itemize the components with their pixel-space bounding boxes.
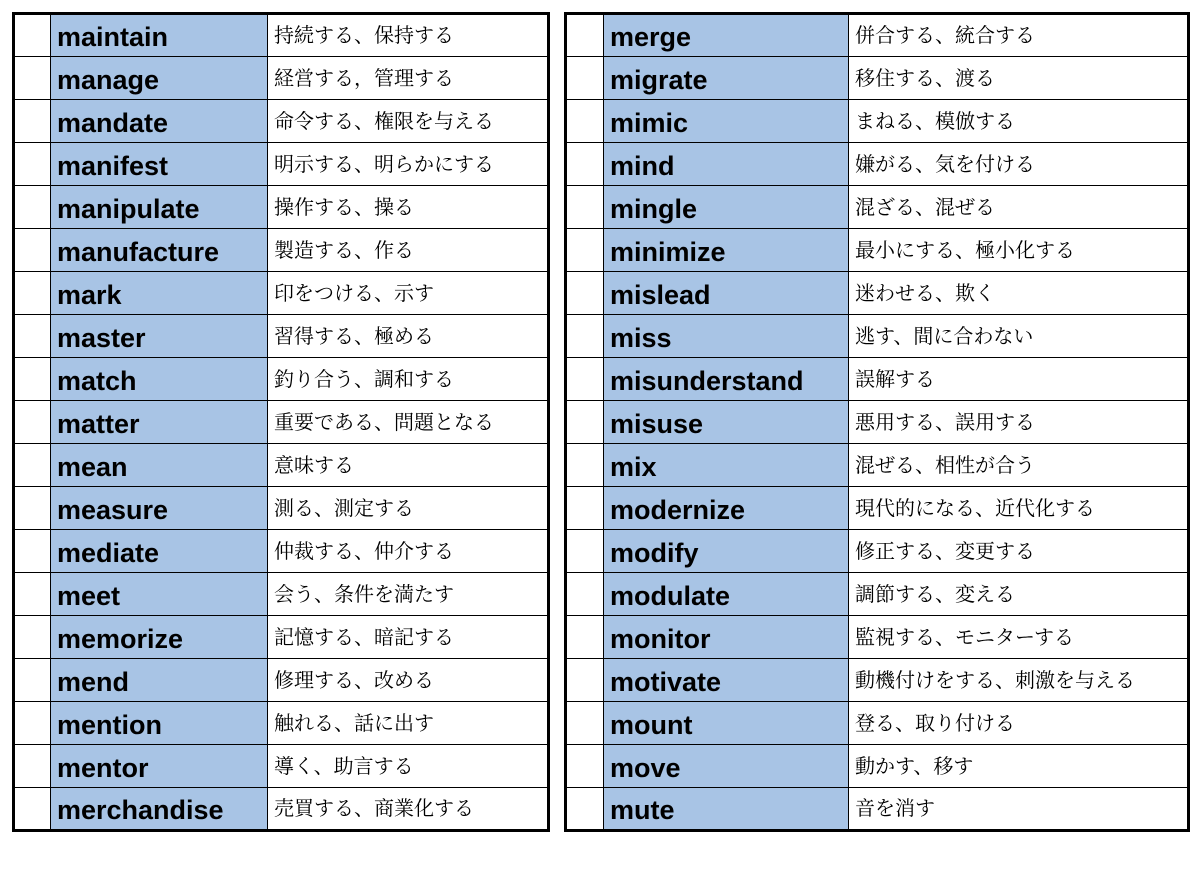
table-row bbox=[566, 401, 1189, 444]
word-text: mimic bbox=[610, 107, 689, 138]
meaning-text: 重要である、問題となる bbox=[274, 409, 494, 434]
word-text: move bbox=[610, 752, 681, 783]
meaning-cell bbox=[268, 272, 549, 315]
word-text: miss bbox=[610, 322, 672, 353]
table-row bbox=[566, 186, 1189, 229]
meaning-cell bbox=[268, 401, 549, 444]
word-cell bbox=[51, 401, 268, 444]
meaning-text: 音を消す bbox=[855, 796, 935, 820]
checkbox-cell[interactable] bbox=[14, 487, 51, 530]
word-text: manage bbox=[57, 64, 160, 95]
meaning-text: 嫌がる、気を付ける bbox=[855, 151, 1035, 176]
checkbox-cell[interactable] bbox=[566, 57, 604, 100]
word-cell bbox=[51, 143, 268, 186]
word-text: matter bbox=[57, 408, 140, 439]
meaning-text: 経営する，管理する bbox=[274, 65, 454, 90]
word-text: motivate bbox=[610, 666, 722, 697]
word-cell bbox=[604, 315, 849, 358]
meaning-cell bbox=[849, 229, 1189, 272]
word-text: merchandise bbox=[57, 795, 224, 825]
word-text: mark bbox=[57, 279, 122, 310]
checkbox-cell[interactable] bbox=[14, 616, 51, 659]
table-row bbox=[566, 487, 1189, 530]
word-text: measure bbox=[57, 494, 169, 525]
word-cell bbox=[604, 702, 849, 745]
checkbox-cell[interactable] bbox=[566, 702, 604, 745]
table-row bbox=[14, 401, 549, 444]
checkbox-cell[interactable] bbox=[566, 272, 604, 315]
word-cell bbox=[51, 745, 268, 788]
table-row bbox=[14, 358, 549, 401]
meaning-cell bbox=[849, 573, 1189, 616]
checkbox-cell[interactable] bbox=[14, 788, 51, 831]
table-row bbox=[566, 57, 1189, 100]
table-row bbox=[14, 487, 549, 530]
meaning-cell bbox=[849, 745, 1189, 788]
checkbox-cell[interactable] bbox=[566, 616, 604, 659]
word-cell bbox=[51, 616, 268, 659]
table-row bbox=[14, 57, 549, 100]
meaning-cell bbox=[268, 315, 549, 358]
word-text: mislead bbox=[610, 279, 711, 310]
checkbox-cell[interactable] bbox=[566, 186, 604, 229]
meaning-cell bbox=[268, 659, 549, 702]
meaning-cell bbox=[268, 788, 549, 831]
word-cell bbox=[604, 186, 849, 229]
table-row bbox=[566, 573, 1189, 616]
table-row bbox=[566, 444, 1189, 487]
meaning-text: 操作する、操る bbox=[274, 194, 414, 219]
table-row bbox=[566, 315, 1189, 358]
meaning-cell bbox=[268, 745, 549, 788]
table-row bbox=[14, 530, 549, 573]
meaning-text: 明示する、明らかにする bbox=[274, 151, 494, 176]
word-text: mandate bbox=[57, 107, 169, 138]
word-cell bbox=[51, 702, 268, 745]
word-text: manifest bbox=[57, 150, 169, 181]
meaning-text: 釣り合う、調和する bbox=[274, 366, 454, 391]
table-row bbox=[14, 229, 549, 272]
table-row bbox=[14, 702, 549, 745]
table-row bbox=[14, 272, 549, 315]
meaning-text: 仲裁する、仲介する bbox=[274, 538, 454, 563]
word-text: mix bbox=[610, 451, 657, 482]
table-row bbox=[14, 573, 549, 616]
meaning-cell bbox=[849, 487, 1189, 530]
word-cell bbox=[51, 487, 268, 530]
checkbox-cell[interactable] bbox=[566, 444, 604, 487]
checkbox-cell[interactable] bbox=[14, 315, 51, 358]
meaning-cell bbox=[849, 100, 1189, 143]
word-cell bbox=[604, 444, 849, 487]
meaning-cell bbox=[268, 229, 549, 272]
word-text: mediate bbox=[57, 537, 160, 568]
meaning-cell bbox=[849, 788, 1189, 831]
checkbox-cell[interactable] bbox=[14, 143, 51, 186]
table-row bbox=[566, 272, 1189, 315]
meaning-text: 混ぜる、相性が合う bbox=[855, 452, 1035, 477]
word-cell bbox=[604, 573, 849, 616]
word-cell bbox=[604, 487, 849, 530]
checkbox-cell[interactable] bbox=[14, 573, 51, 616]
table-row bbox=[566, 616, 1189, 659]
word-cell bbox=[51, 358, 268, 401]
meaning-text: 混ざる、混ぜる bbox=[855, 194, 995, 219]
meaning-cell bbox=[268, 702, 549, 745]
word-text: master bbox=[57, 322, 146, 353]
table-row bbox=[14, 315, 549, 358]
word-cell bbox=[604, 14, 849, 57]
checkbox-cell[interactable] bbox=[14, 702, 51, 745]
word-text: maintain bbox=[57, 22, 169, 52]
checkbox-cell[interactable] bbox=[14, 358, 51, 401]
meaning-text: 動機付けをする、刺激を与える bbox=[855, 667, 1135, 692]
meaning-cell bbox=[849, 530, 1189, 573]
word-text: misuse bbox=[610, 408, 704, 439]
table-row bbox=[14, 659, 549, 702]
table-row bbox=[14, 186, 549, 229]
table-row bbox=[566, 702, 1189, 745]
vocab-table-right bbox=[564, 12, 1190, 832]
word-text: mean bbox=[57, 451, 128, 482]
checkbox-cell[interactable] bbox=[14, 530, 51, 573]
checkbox-cell[interactable] bbox=[14, 229, 51, 272]
checkbox-cell[interactable] bbox=[566, 573, 604, 616]
word-cell bbox=[604, 530, 849, 573]
word-cell bbox=[604, 745, 849, 788]
table-row bbox=[566, 788, 1189, 831]
table-row bbox=[14, 14, 549, 57]
word-cell bbox=[51, 573, 268, 616]
meaning-text: 監視する、モニターする bbox=[855, 624, 1074, 649]
meaning-cell bbox=[849, 57, 1189, 100]
word-text: mention bbox=[57, 709, 162, 740]
table-row bbox=[14, 788, 549, 831]
word-text: merge bbox=[610, 22, 692, 52]
word-cell bbox=[51, 229, 268, 272]
meaning-text: 習得する、極める bbox=[274, 323, 434, 348]
word-cell bbox=[51, 530, 268, 573]
word-cell bbox=[604, 100, 849, 143]
meaning-text: 逃す、間に合わない bbox=[855, 323, 1034, 348]
word-text: mount bbox=[610, 709, 693, 740]
checkbox-cell[interactable] bbox=[566, 401, 604, 444]
meaning-cell bbox=[268, 143, 549, 186]
meaning-cell bbox=[268, 530, 549, 573]
word-text: modulate bbox=[610, 580, 731, 611]
table-row bbox=[566, 745, 1189, 788]
checkbox-cell[interactable] bbox=[566, 229, 604, 272]
meaning-text: 意味する bbox=[274, 452, 354, 477]
table-row bbox=[566, 358, 1189, 401]
word-text: mentor bbox=[57, 752, 149, 783]
meaning-cell bbox=[268, 358, 549, 401]
meaning-cell bbox=[849, 14, 1189, 57]
checkbox-cell[interactable] bbox=[14, 100, 51, 143]
meaning-text: 導く、助言する bbox=[274, 753, 414, 778]
table-row bbox=[566, 14, 1189, 57]
word-text: mingle bbox=[610, 193, 698, 224]
word-text: migrate bbox=[610, 64, 708, 95]
meaning-cell bbox=[849, 659, 1189, 702]
word-cell bbox=[51, 788, 268, 831]
checkbox-cell[interactable] bbox=[14, 186, 51, 229]
table-row bbox=[14, 616, 549, 659]
meaning-cell bbox=[268, 444, 549, 487]
meaning-text: 登る、取り付ける bbox=[855, 710, 1015, 735]
meaning-text: 売買する、商業化する bbox=[274, 796, 474, 820]
word-cell bbox=[604, 616, 849, 659]
vocab-table-right-body bbox=[566, 14, 1189, 831]
meaning-cell bbox=[849, 444, 1189, 487]
table-row bbox=[566, 229, 1189, 272]
meaning-cell bbox=[268, 616, 549, 659]
word-cell bbox=[604, 788, 849, 831]
meaning-cell bbox=[849, 702, 1189, 745]
meaning-text: 修理する、改める bbox=[274, 667, 434, 692]
word-text: match bbox=[57, 365, 137, 396]
word-cell bbox=[604, 659, 849, 702]
word-cell bbox=[604, 358, 849, 401]
word-cell bbox=[51, 444, 268, 487]
meaning-cell bbox=[849, 616, 1189, 659]
meaning-text: 移住する、渡る bbox=[855, 65, 995, 90]
table-row bbox=[14, 100, 549, 143]
word-text: minimize bbox=[610, 236, 726, 267]
checkbox-cell[interactable] bbox=[14, 401, 51, 444]
vocab-table-left-body bbox=[14, 14, 549, 831]
meaning-cell bbox=[849, 272, 1189, 315]
checkbox-cell[interactable] bbox=[14, 14, 51, 57]
word-cell bbox=[51, 272, 268, 315]
checkbox-cell[interactable] bbox=[566, 788, 604, 831]
checkbox-cell[interactable] bbox=[566, 530, 604, 573]
checkbox-cell[interactable] bbox=[14, 745, 51, 788]
meaning-cell bbox=[268, 14, 549, 57]
word-cell bbox=[604, 272, 849, 315]
word-cell bbox=[51, 659, 268, 702]
word-text: memorize bbox=[57, 623, 184, 654]
meaning-text: 誤解する bbox=[855, 366, 935, 391]
word-text: mend bbox=[57, 666, 130, 697]
word-text: mind bbox=[610, 150, 675, 181]
meaning-text: 併合する、統合する bbox=[855, 23, 1035, 47]
word-text: modify bbox=[610, 537, 699, 568]
word-cell bbox=[51, 100, 268, 143]
word-cell bbox=[51, 57, 268, 100]
meaning-text: 測る、測定する bbox=[274, 495, 414, 520]
table-row bbox=[566, 659, 1189, 702]
meaning-text: 動かす、移す bbox=[855, 753, 974, 778]
meaning-text: 迷わせる、欺く bbox=[855, 280, 995, 305]
meaning-cell bbox=[849, 143, 1189, 186]
meaning-cell bbox=[268, 100, 549, 143]
meaning-cell bbox=[268, 487, 549, 530]
word-cell bbox=[51, 186, 268, 229]
checkbox-cell[interactable] bbox=[566, 659, 604, 702]
word-text: manufacture bbox=[57, 236, 220, 267]
meaning-cell bbox=[268, 186, 549, 229]
word-cell bbox=[51, 315, 268, 358]
checkbox-cell[interactable] bbox=[566, 14, 604, 57]
meaning-cell bbox=[849, 186, 1189, 229]
word-cell bbox=[51, 14, 268, 57]
word-cell bbox=[604, 401, 849, 444]
word-text: monitor bbox=[610, 623, 711, 654]
word-text: modernize bbox=[610, 494, 746, 525]
meaning-cell bbox=[268, 573, 549, 616]
meaning-text: 現代的になる、近代化する bbox=[855, 495, 1095, 520]
meaning-cell bbox=[849, 358, 1189, 401]
meaning-text: 製造する、作る bbox=[274, 237, 414, 262]
meaning-text: 修正する、変更する bbox=[855, 538, 1035, 563]
meaning-text: 悪用する、誤用する bbox=[855, 409, 1035, 434]
table-row bbox=[14, 745, 549, 788]
vocab-table-left bbox=[12, 12, 550, 832]
checkbox-cell[interactable] bbox=[14, 57, 51, 100]
word-cell bbox=[604, 229, 849, 272]
meaning-text: 記憶する、暗記する bbox=[274, 624, 454, 649]
meaning-text: まねる、模倣する bbox=[855, 108, 1015, 133]
checkbox-cell[interactable] bbox=[14, 659, 51, 702]
meaning-text: 印をつける、示す bbox=[274, 280, 434, 305]
checkbox-cell[interactable] bbox=[566, 143, 604, 186]
checkbox-cell[interactable] bbox=[14, 444, 51, 487]
table-row bbox=[566, 143, 1189, 186]
table-row bbox=[566, 100, 1189, 143]
word-cell bbox=[604, 143, 849, 186]
meaning-text: 持続する、保持する bbox=[274, 23, 454, 47]
checkbox-cell[interactable] bbox=[566, 100, 604, 143]
meaning-cell bbox=[268, 57, 549, 100]
meaning-text: 会う、条件を満たす bbox=[274, 581, 454, 606]
word-text: meet bbox=[57, 580, 121, 611]
meaning-text: 最小にする、極小化する bbox=[855, 237, 1075, 262]
meaning-text: 命令する、権限を与える bbox=[274, 108, 494, 133]
word-text: misunderstand bbox=[610, 365, 804, 396]
meaning-text: 触れる、話に出す bbox=[274, 710, 434, 735]
table-row bbox=[14, 444, 549, 487]
checkbox-cell[interactable] bbox=[14, 272, 51, 315]
checkbox-cell[interactable] bbox=[566, 315, 604, 358]
word-text: manipulate bbox=[57, 193, 200, 224]
checkbox-cell[interactable] bbox=[566, 487, 604, 530]
word-cell bbox=[604, 57, 849, 100]
table-row bbox=[566, 530, 1189, 573]
meaning-text: 調節する、変える bbox=[855, 581, 1015, 606]
checkbox-cell[interactable] bbox=[566, 358, 604, 401]
checkbox-cell[interactable] bbox=[566, 745, 604, 788]
word-text: mute bbox=[610, 795, 675, 825]
meaning-cell bbox=[849, 401, 1189, 444]
meaning-cell bbox=[849, 315, 1189, 358]
table-row bbox=[14, 143, 549, 186]
